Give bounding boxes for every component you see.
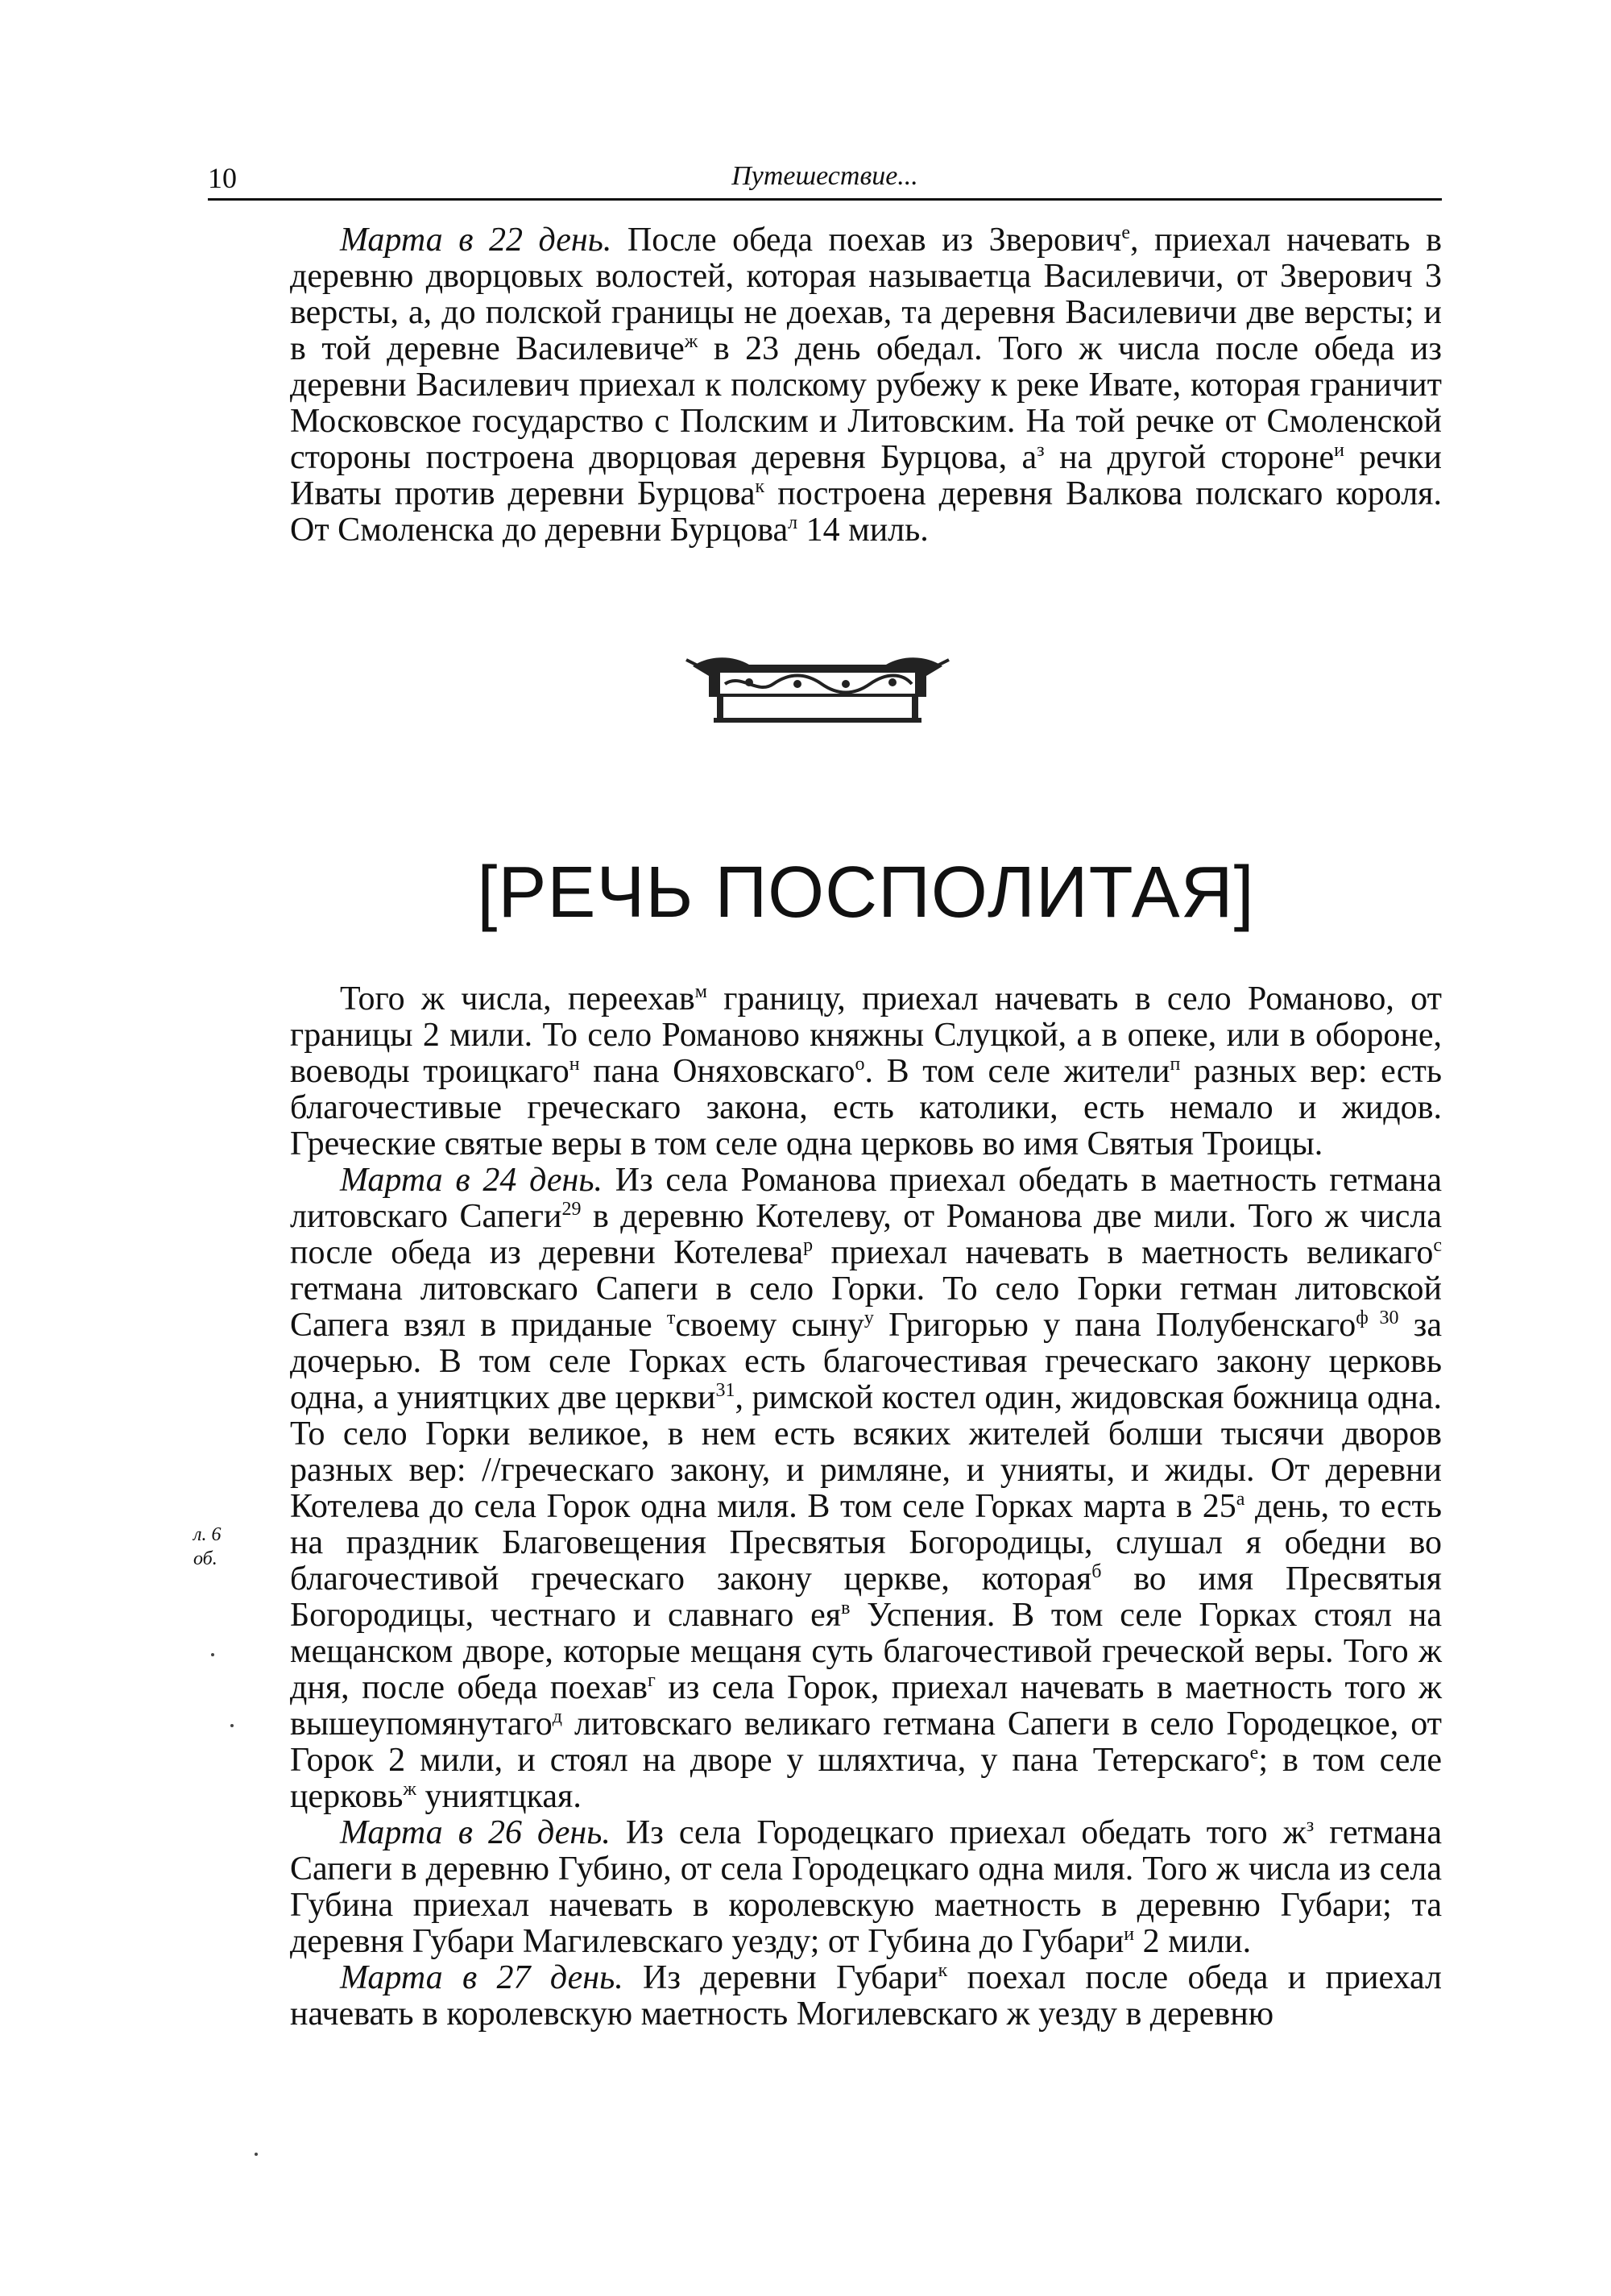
footnote-marker: т	[666, 1308, 676, 1328]
date-heading: Марта в 22 день.	[340, 222, 612, 259]
footnote-marker: 29	[561, 1199, 582, 1220]
footnote-marker: ж	[403, 1779, 416, 1800]
footnote-marker: п	[1170, 1054, 1181, 1075]
paragraph-march-22: Марта в 22 день. После обеда поехав из Зверович$^е$, приехал начевать в деревню дворцовых волостей, которая называетца Василевичи, от Зверович 3 версты, а, до полской границы не доехав, та деревня Василевичи две версты; и в той деревне Василевиче$^ж$ в 23 день обедал. Того ж числа после обеда из деревни Василевич приехал к полскому рубежу к реке Ивате, которая граничит Московское государство с Полским и Литовским. На той речке от Смоленской стороны построена дворцовая деревня Бурцова, $а^з$ на другой стороне$^и$ речки Иваты против деревни Бурцова$^к$ построена деревня Валкова полскаго короля. От Смоленска до деревни Бурцова$^л$ 14 миль.	[290, 222, 1443, 549]
date-heading: Марта в 27 день.	[340, 1959, 623, 1996]
footnote-marker: д	[552, 1706, 562, 1727]
footnote-marker: и	[1124, 1924, 1135, 1945]
footnote-marker: 31	[715, 1380, 735, 1401]
paragraph-romanovo: Того ж числа, переехав$^м$ границу, приехал начевать в село Романово, от границы 2 мили. То село Романово княжны Слуцкой, а в опеке, или в обороне, воеводы троицкаго$^н$ пана Оняховскаго$^о$. В том селе жители$^п$ разных вер: есть благочестивые греческаго закона, есть католики, есть немало и жидов. Греческие святые веры в том селе одна церковь во имя Святыя Троицы.	[290, 980, 1442, 1163]
margin-mark	[211, 1653, 214, 1656]
margin-folio-note: л. 6 об.	[193, 1524, 222, 1569]
footnote-marker: с	[1433, 1235, 1442, 1256]
footnote-marker: г	[647, 1670, 656, 1691]
footnote-marker: и	[1334, 440, 1344, 461]
paragraph-march-27: Марта в 27 день. Из деревни Губари$^к$ поехал после обеда и приехал начевать в королевскую маетность Могилевскаго ж уезду в деревню	[290, 1959, 1442, 2033]
footnote-marker: к	[938, 1960, 948, 1981]
footnote-marker: о	[855, 1054, 865, 1075]
running-header	[208, 153, 1442, 201]
footnote-marker: н	[569, 1054, 580, 1075]
running-title: Путешествие...	[731, 161, 918, 191]
footnote-marker: ф 30	[1356, 1308, 1399, 1328]
footnote-marker: у	[863, 1308, 874, 1328]
date-heading: Марта в 24 день.	[340, 1162, 603, 1199]
footnote-marker: к	[755, 476, 765, 497]
paragraph-march-26: Марта в 26 день. Из села Городецкаго приехал обедать того $ж^з$ гетмана Сапеги в деревню Губино, от села Городецкаго одна миля. Того ж числа из села Губина приехал начевать в королевскую маетность в деревню Губари; та деревня Губари Магилевскаго уезду; от Губина до Губари$^и$ 2 мили.	[290, 1814, 1442, 1960]
footnote-marker: м	[694, 981, 707, 1002]
footnote-marker: л	[788, 512, 798, 533]
footnote-marker: з	[1037, 440, 1045, 461]
footnote-marker: ж	[684, 331, 698, 352]
section-title: [РЕЧЬ ПОСПОЛИТАЯ]	[477, 852, 1255, 933]
paragraph-march-24: Марта в 24 день. Из села Романова приехал обедать в маетность гетмана литовскаго Сапеги$^{29}$ в деревню Котелеву, от Романова две мили. Того ж числа после обеда из деревни Котелева$^р$ приехал начевать в маетность великаго$^с$ гетмана литовскаго Сапеги в село Горки. То село Горки гетман литовской Сапега взял в приданые $^т$своему сыну$^у$ Григорью у пана Полубенскаго$^{ф 30}$ за дочерью. В том селе Горках есть благочестивая греческаго закону церковь одна, а униятцких две церкви$^{31}$, римской костел один, жидовская божница одна. То село Горки великое, в нем есть всяких жителей болши тысячи дворов разных вер: //греческаго закону, и римляне, и унияты, и жиды. От деревни Котелева до села Горок одна миля. В том селе Горках марта в $25^а$ день, то есть на праздник Благовещения Пресвятыя Богородицы, слушал я обедни во благочестивой греческаго закону церкве, которая$^б$ во имя Пресвятыя Богородицы, честнаго и славнаго $ея^в$ Успения. В том селе Горках стоял на мещанском дворе, которые мещаня суть благочестивой греческой веры. Того ж дня, после обеда поехав$^г$ из села Горок, приехал начевать в маетность того ж вышеупомянутаго$^д$ литовскаго великаго гетмана Сапеги в село Городецкое, от Горок 2 мили, и стоял на дворе у шляхтича, у пана Тетерскаго$^е$; в том селе церковь$^ж$ униятцкая.	[290, 1162, 1443, 1815]
margin-mark	[230, 1724, 234, 1727]
text-block-main	[290, 981, 1442, 2033]
date-heading: Марта в 26 день.	[340, 1814, 611, 1851]
footnote-marker: р	[803, 1235, 814, 1256]
page-number: 10	[208, 162, 237, 194]
text-block-top	[290, 222, 1442, 549]
decorative-ornament	[685, 649, 950, 729]
margin-mark	[255, 2153, 258, 2156]
footnote-marker: е	[1249, 1743, 1259, 1763]
footnote-marker: е	[1121, 222, 1131, 243]
footnote-marker: в	[841, 1598, 851, 1618]
footnote-marker: б	[1091, 1561, 1102, 1582]
footnote-marker: з	[1306, 1815, 1315, 1836]
footnote-marker: а	[1236, 1489, 1245, 1510]
